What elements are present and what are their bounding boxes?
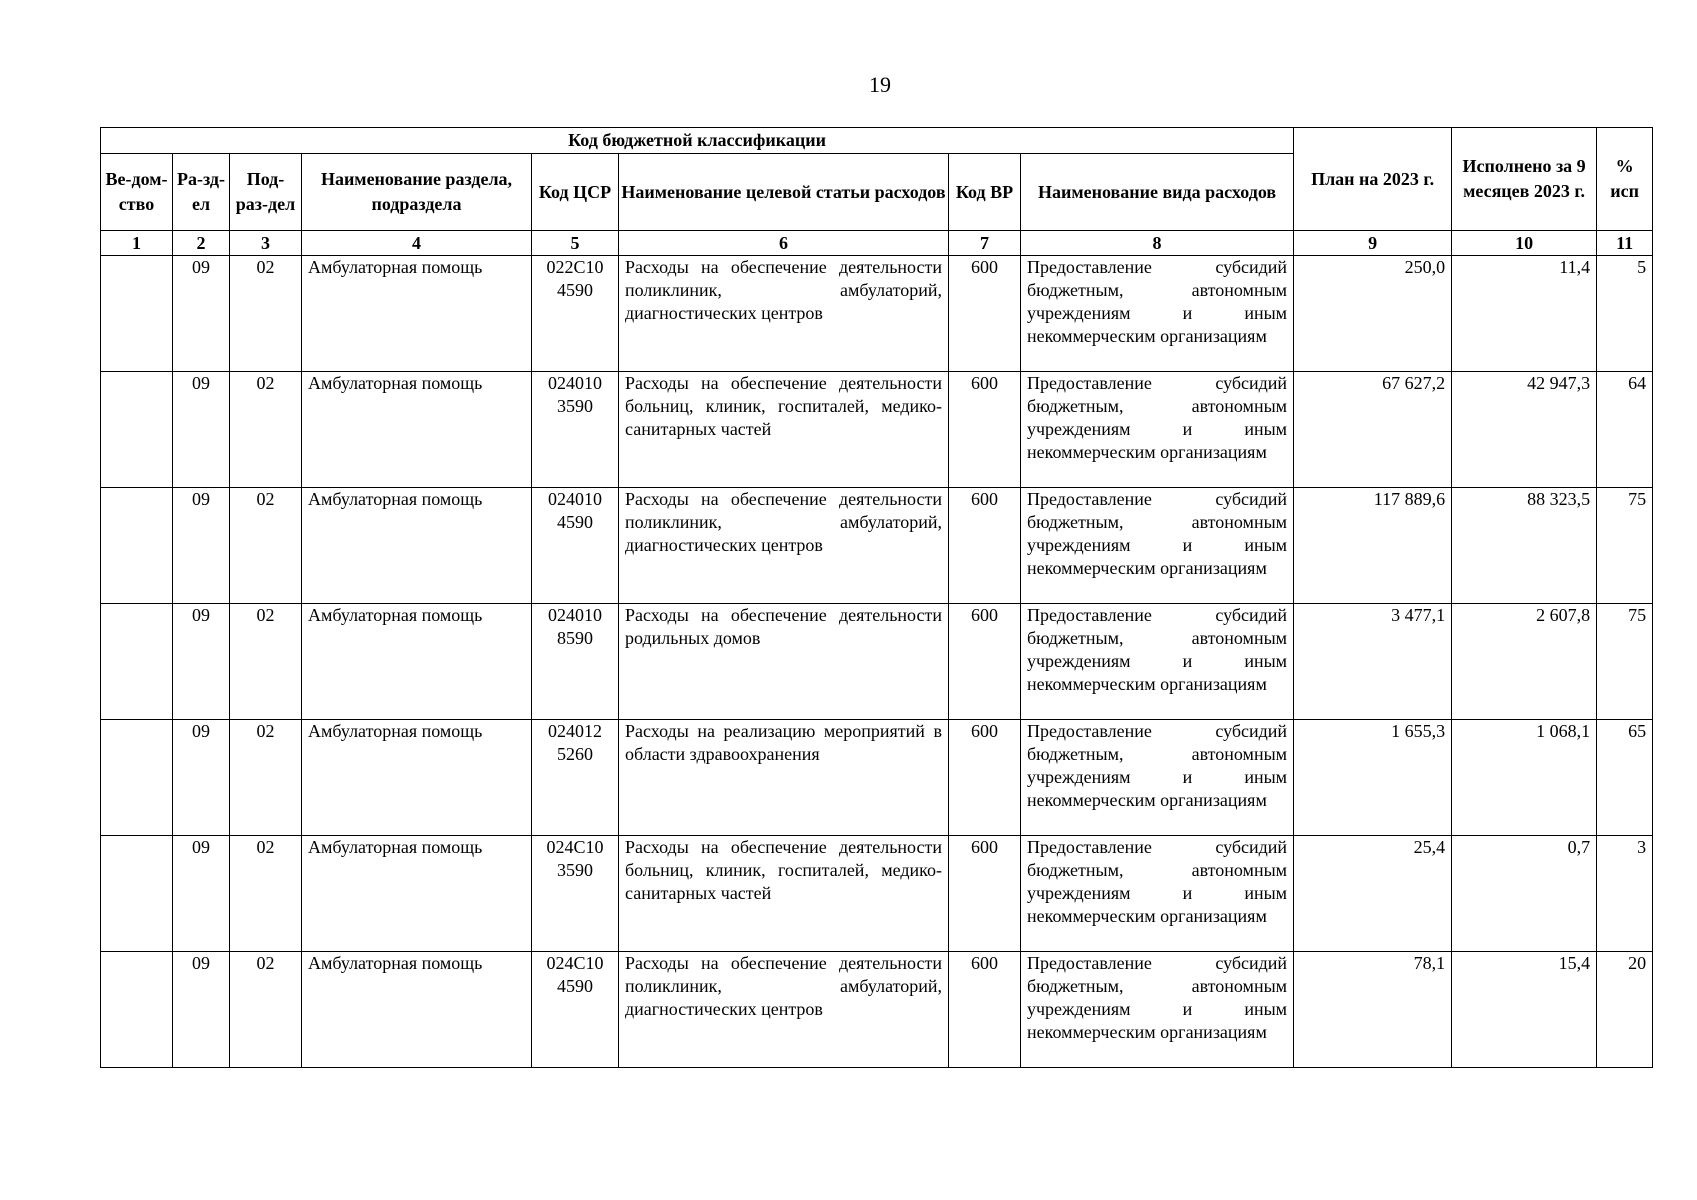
cell-ved <box>101 720 173 836</box>
cell-kod-vr: 600 <box>949 372 1021 488</box>
cell-executed: 1 068,1 <box>1452 720 1597 836</box>
cell-pct: 5 <box>1597 256 1653 372</box>
column-number: 8 <box>1021 231 1294 256</box>
cell-name-target: Расходы на обеспечение деятельности родильных домов <box>619 604 949 720</box>
header-podrazdel: Под-раз-дел <box>230 154 302 231</box>
cell-podrazdel: 02 <box>230 256 302 372</box>
cell-kod-vr: 600 <box>949 720 1021 836</box>
cell-kod-vr: 600 <box>949 604 1021 720</box>
header-row-group <box>101 128 1653 154</box>
cell-plan: 67 627,2 <box>1294 372 1452 488</box>
cell-plan: 78,1 <box>1294 952 1452 1068</box>
cell-pct: 75 <box>1597 488 1653 604</box>
cell-executed: 0,7 <box>1452 836 1597 952</box>
cell-plan: 1 655,3 <box>1294 720 1452 836</box>
cell-razdel: 09 <box>173 488 230 604</box>
cell-kod-csr: 022C10 4590 <box>532 256 619 372</box>
cell-kod-csr: 024010 4590 <box>532 488 619 604</box>
cell-razdel: 09 <box>173 952 230 1068</box>
cell-plan: 25,4 <box>1294 836 1452 952</box>
cell-executed: 2 607,8 <box>1452 604 1597 720</box>
cell-ved <box>101 604 173 720</box>
table-row <box>101 836 1653 952</box>
cell-pct: 65 <box>1597 720 1653 836</box>
cell-plan: 250,0 <box>1294 256 1452 372</box>
cell-name-target: Расходы на обеспечение деятельности поликлиник, амбулаторий, диагностических центров <box>619 952 949 1068</box>
cell-podrazdel: 02 <box>230 836 302 952</box>
cell-name-target: Расходы на обеспечение деятельности больниц, клиник, госпиталей, медико-санитарных частей <box>619 836 949 952</box>
cell-razdel: 09 <box>173 604 230 720</box>
cell-ved <box>101 256 173 372</box>
cell-name-vid: Предоставление субсидий бюджетным, автономным учреждениям и иным некоммерческим организациям <box>1021 720 1294 836</box>
column-number: 5 <box>532 231 619 256</box>
column-number: 11 <box>1597 231 1653 256</box>
cell-name-vid: Предоставление субсидий бюджетным, автономным учреждениям и иным некоммерческим организациям <box>1021 604 1294 720</box>
column-number: 3 <box>230 231 302 256</box>
cell-kod-csr: 024C10 4590 <box>532 952 619 1068</box>
cell-podrazdel: 02 <box>230 488 302 604</box>
cell-kod-vr: 600 <box>949 488 1021 604</box>
table-row <box>101 488 1653 604</box>
column-number: 7 <box>949 231 1021 256</box>
cell-name-razdel: Амбулаторная помощь <box>302 256 532 372</box>
cell-pct: 20 <box>1597 952 1653 1068</box>
cell-name-target: Расходы на обеспечение деятельности больниц, клиник, госпиталей, медико-санитарных частей <box>619 372 949 488</box>
table-row <box>101 372 1653 488</box>
column-number: 6 <box>619 231 949 256</box>
cell-plan: 117 889,6 <box>1294 488 1452 604</box>
header-group-title: Код бюджетной классификации <box>101 128 1294 154</box>
header-plan: План на 2023 г. <box>1294 128 1452 231</box>
cell-name-razdel: Амбулаторная помощь <box>302 720 532 836</box>
cell-executed: 88 323,5 <box>1452 488 1597 604</box>
cell-razdel: 09 <box>173 372 230 488</box>
cell-ved <box>101 836 173 952</box>
cell-name-vid: Предоставление субсидий бюджетным, автономным учреждениям и иным некоммерческим организациям <box>1021 952 1294 1068</box>
header-name-vid: Наименование вида расходов <box>1021 154 1294 231</box>
header-row-numbers <box>101 231 1653 256</box>
cell-razdel: 09 <box>173 836 230 952</box>
cell-podrazdel: 02 <box>230 720 302 836</box>
cell-name-razdel: Амбулаторная помощь <box>302 604 532 720</box>
cell-ved <box>101 952 173 1068</box>
cell-kod-csr: 024012 5260 <box>532 720 619 836</box>
cell-podrazdel: 02 <box>230 372 302 488</box>
header-name-razdel: Наименование раздела, подраздела <box>302 154 532 231</box>
table-row <box>101 604 1653 720</box>
cell-razdel: 09 <box>173 720 230 836</box>
table-row <box>101 720 1653 836</box>
table-body <box>101 256 1653 1068</box>
cell-kod-vr: 600 <box>949 836 1021 952</box>
cell-name-vid: Предоставление субсидий бюджетным, автономным учреждениям и иным некоммерческим организациям <box>1021 372 1294 488</box>
table-row <box>101 952 1653 1068</box>
header-ved: Ве-дом-ство <box>101 154 173 231</box>
cell-podrazdel: 02 <box>230 604 302 720</box>
cell-kod-vr: 600 <box>949 256 1021 372</box>
cell-pct: 64 <box>1597 372 1653 488</box>
cell-name-target: Расходы на обеспечение деятельности поликлиник, амбулаторий, диагностических центров <box>619 256 949 372</box>
cell-name-razdel: Амбулаторная помощь <box>302 372 532 488</box>
column-number: 4 <box>302 231 532 256</box>
cell-kod-csr: 024010 3590 <box>532 372 619 488</box>
header-razdel: Ра-зд-ел <box>173 154 230 231</box>
cell-name-target: Расходы на обеспечение деятельности поликлиник, амбулаторий, диагностических центров <box>619 488 949 604</box>
cell-executed: 11,4 <box>1452 256 1597 372</box>
cell-pct: 3 <box>1597 836 1653 952</box>
cell-ved <box>101 488 173 604</box>
header-pct: % исп <box>1597 128 1653 231</box>
cell-kod-vr: 600 <box>949 952 1021 1068</box>
column-number: 2 <box>173 231 230 256</box>
page-number: 19 <box>869 72 891 97</box>
header-kod-vr: Код ВР <box>949 154 1021 231</box>
cell-name-razdel: Амбулаторная помощь <box>302 488 532 604</box>
cell-plan: 3 477,1 <box>1294 604 1452 720</box>
header-executed: Исполнено за 9 месяцев 2023 г. <box>1452 128 1597 231</box>
header-name-target: Наименование целевой статьи расходов <box>619 154 949 231</box>
cell-kod-csr: 024C10 3590 <box>532 836 619 952</box>
cell-ved <box>101 372 173 488</box>
cell-kod-csr: 024010 8590 <box>532 604 619 720</box>
cell-name-target: Расходы на реализацию мероприятий в области здравоохранения <box>619 720 949 836</box>
cell-name-razdel: Амбулаторная помощь <box>302 836 532 952</box>
cell-name-vid: Предоставление субсидий бюджетным, автономным учреждениям и иным некоммерческим организациям <box>1021 836 1294 952</box>
cell-podrazdel: 02 <box>230 952 302 1068</box>
cell-name-vid: Предоставление субсидий бюджетным, автономным учреждениям и иным некоммерческим организациям <box>1021 256 1294 372</box>
cell-executed: 15,4 <box>1452 952 1597 1068</box>
cell-razdel: 09 <box>173 256 230 372</box>
column-number: 1 <box>101 231 173 256</box>
budget-table <box>100 127 1653 1068</box>
cell-name-razdel: Амбулаторная помощь <box>302 952 532 1068</box>
table-row <box>101 256 1653 372</box>
column-number: 10 <box>1452 231 1597 256</box>
cell-name-vid: Предоставление субсидий бюджетным, автономным учреждениям и иным некоммерческим организациям <box>1021 488 1294 604</box>
header-kod-csr: Код ЦСР <box>532 154 619 231</box>
column-number: 9 <box>1294 231 1452 256</box>
cell-executed: 42 947,3 <box>1452 372 1597 488</box>
cell-pct: 75 <box>1597 604 1653 720</box>
